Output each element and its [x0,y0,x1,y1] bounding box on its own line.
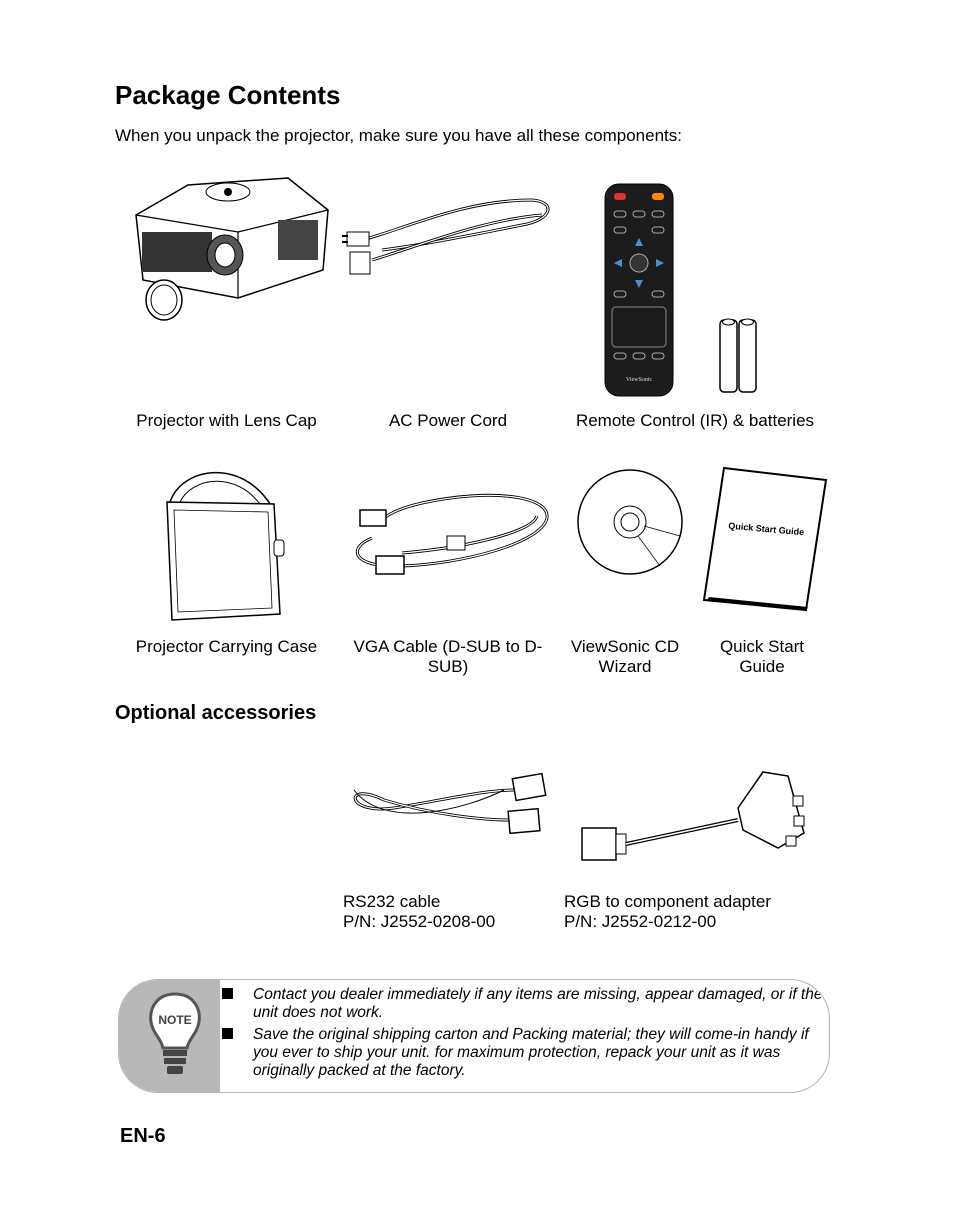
optional-accessories-heading: Optional accessories [115,702,317,724]
quick-start-guide-illustration [702,466,828,612]
rgb-adapter-caption [564,892,771,932]
rgb-adapter-illustration [578,768,810,868]
bullet-square-icon [222,988,233,999]
rs232-name: RS232 cable [343,892,441,911]
caption-power-cord: AC Power Cord [388,411,508,430]
note-bulb-icon [147,992,203,1078]
projector-illustration [128,170,333,330]
note-text [253,986,823,1084]
caption-qsg-line2: Guide [739,657,785,676]
page-title: Package Contents [115,80,341,110]
caption-remote: Remote Control (IR) & batteries [575,411,815,430]
bullet-square-icon [222,1028,233,1039]
note-item [253,1026,823,1080]
caption-vga-line1: VGA Cable (D-SUB to D- [353,637,543,656]
caption-cd [560,637,690,677]
caption-carrying-case [120,637,333,657]
note-sidebar [119,980,220,1092]
note-item-1: Contact you dealer immediately if any items are missing, appear damaged, or if the unit does not work. [253,986,823,1021]
caption-carrying-case-text: Projector Carrying Case [135,637,318,656]
intro-text: When you unpack the projector, make sure you have all these components: [115,126,682,145]
carrying-case-illustration [162,462,292,624]
vga-cable-illustration [342,488,557,588]
guide-cover-text: Quick Start Guide [727,520,805,538]
caption-qsg-line1: Quick Start [719,637,805,656]
cd-illustration [576,468,684,576]
page-number: EN-6 [120,1125,166,1147]
caption-vga-line2: SUB) [427,657,469,676]
power-cord-illustration [342,190,557,285]
batteries-illustration [718,316,760,396]
rs232-caption [343,892,495,932]
caption-quick-start-guide [704,637,820,677]
rs232-cable-illustration [344,770,552,840]
note-label: NOTE [158,1013,192,1027]
note-box [118,979,830,1093]
caption-vga-cable [342,637,554,677]
rs232-part-number: P/N: J2552-0208-00 [343,912,496,931]
caption-cd-line2: Wizard [598,657,652,676]
rgb-adapter-name: RGB to component adapter [564,892,771,911]
note-item-2: Save the original shipping carton and Packing material; they will come-in handy if you ever to ship your unit. for maximum protection, repack your unit as it was originally packed at the factory. [253,1026,809,1079]
remote-brand-text: ViewSonic [625,377,653,383]
note-item [253,986,823,1022]
caption-projector: Projector with Lens Cap [136,411,317,430]
caption-cd-line1: ViewSonic CD [570,637,680,656]
remote-control-illustration [604,183,676,399]
rgb-adapter-part-number: P/N: J2552-0212-00 [564,912,717,931]
